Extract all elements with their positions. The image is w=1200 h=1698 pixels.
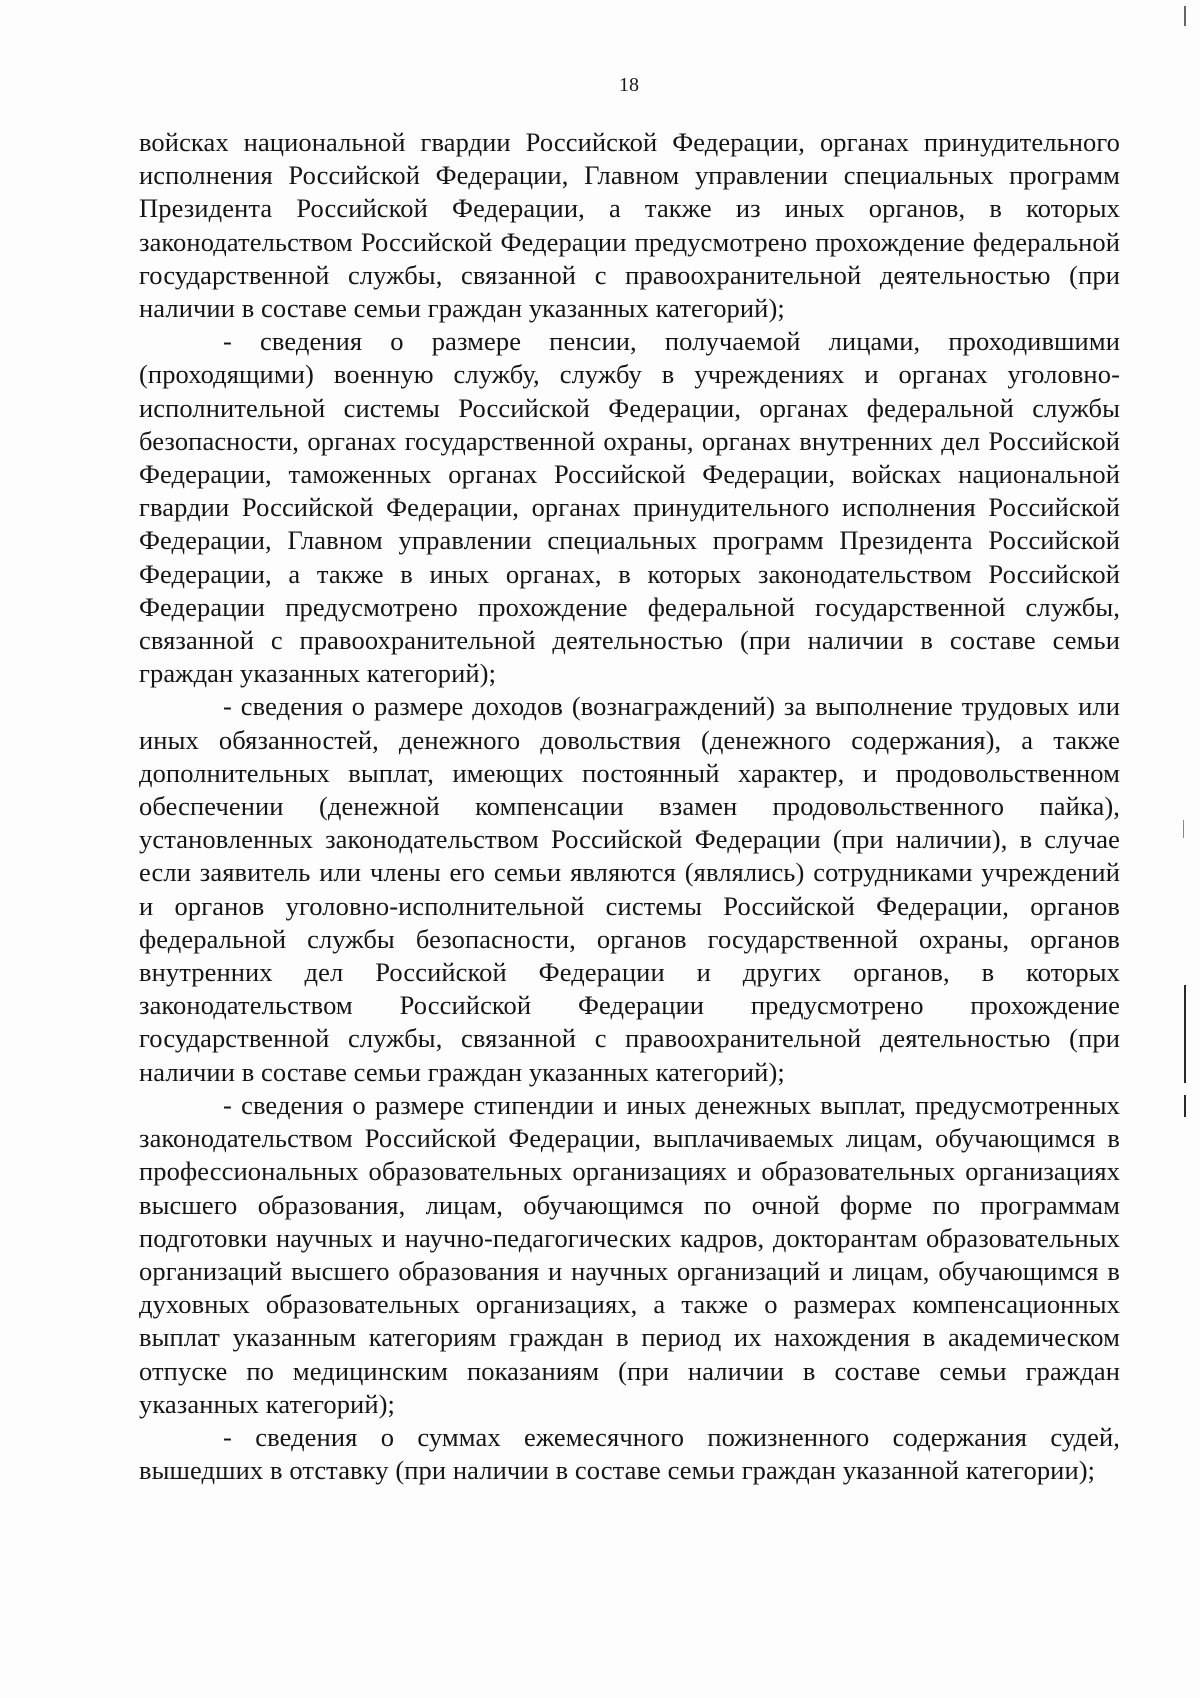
paragraph-stipend-info: - сведения о размере стипендии и иных денежных выплат, предусмотренных законодательством Российской Федерации, выплачиваемых лицам, обучающимся в профессиональных образовательных организациях и образовательных организациях высшего образования, лицам, обучающимся по очной форме по программам подготовки научных и научно-педагогических кадров, докторантам образовательных организаций высшего образования и научных организаций и лицам, обучающимся в духовных образовательных организациях, а также о размерах компенсационных выплат указанным категориям граждан в период их нахождения в академическом отпуске по медицинским показаниям (при наличии в составе семьи граждан указанных категорий); [139,1089,1120,1419]
paragraph-judges-info: - сведения о суммах ежемесячного пожизненного содержания судей, вышедших в отставку (при наличии в составе семьи граждан указанной категории); [139,1421,1120,1486]
page-number: 18 [619,74,639,96]
scan-artifact-mark [1184,985,1186,1083]
document-body [139,126,1120,1487]
scan-artifact-mark [1184,1095,1186,1117]
paragraph-continuation: войсках национальной гвардии Российской Федерации, органах принудительного исполнения Российской Федерации, Главном управлении специальных программ Президента Российской Федерации, а также из иных органов, в которых законодательством Российской Федерации предусмотрено прохождение федеральной государственной службы, связанной с правоохранительной деятельностью (при наличии в составе семьи граждан указанных категорий); [139,127,1120,324]
scan-artifact-mark [1183,820,1184,838]
paragraph-income-info: - сведения о размере доходов (вознаграждений) за выполнение трудовых или иных обязанностей, денежного довольствия (денежного содержания), а также дополнительных выплат, имеющих постоянный характер, и продовольственном обеспечении (денежной компенсации взамен продовольственного пайка), установленных законодательством Российской Федерации (при наличии), в случае если заявитель или члены его семьи являются (являлись) сотрудниками учреждений и органов уголовно-исполнительной системы Российской Федерации, органов федеральной службы безопасности, органов государственной охраны, органов внутренних дел Российской Федерации и других органов, в которых законодательством Российской Федерации предусмотрено прохождение государственной службы, связанной с правоохранительной деятельностью (при наличии в составе семьи граждан указанных категорий); [139,691,1120,1087]
paragraph-pension-info: - сведения о размере пенсии, получаемой лицами, проходившими (проходящими) военную службу, службу в учреждениях и органах уголовно-исполнительной системы Российской Федерации, органах федеральной службы безопасности, органах государственной охраны, органах внутренних дел Российской Федерации, таможенных органах Российской Федерации, войсках национальной гвардии Российской Федерации, органах принудительного исполнения Российской Федерации, Главном управлении специальных программ Президента Российской Федерации, а также в иных органах, в которых законодательством Российской Федерации предусмотрено прохождение федеральной государственной службы, связанной с правоохранительной деятельностью (при наличии в составе семьи граждан указанных категорий); [139,326,1120,689]
scan-artifact-mark [1184,6,1186,26]
